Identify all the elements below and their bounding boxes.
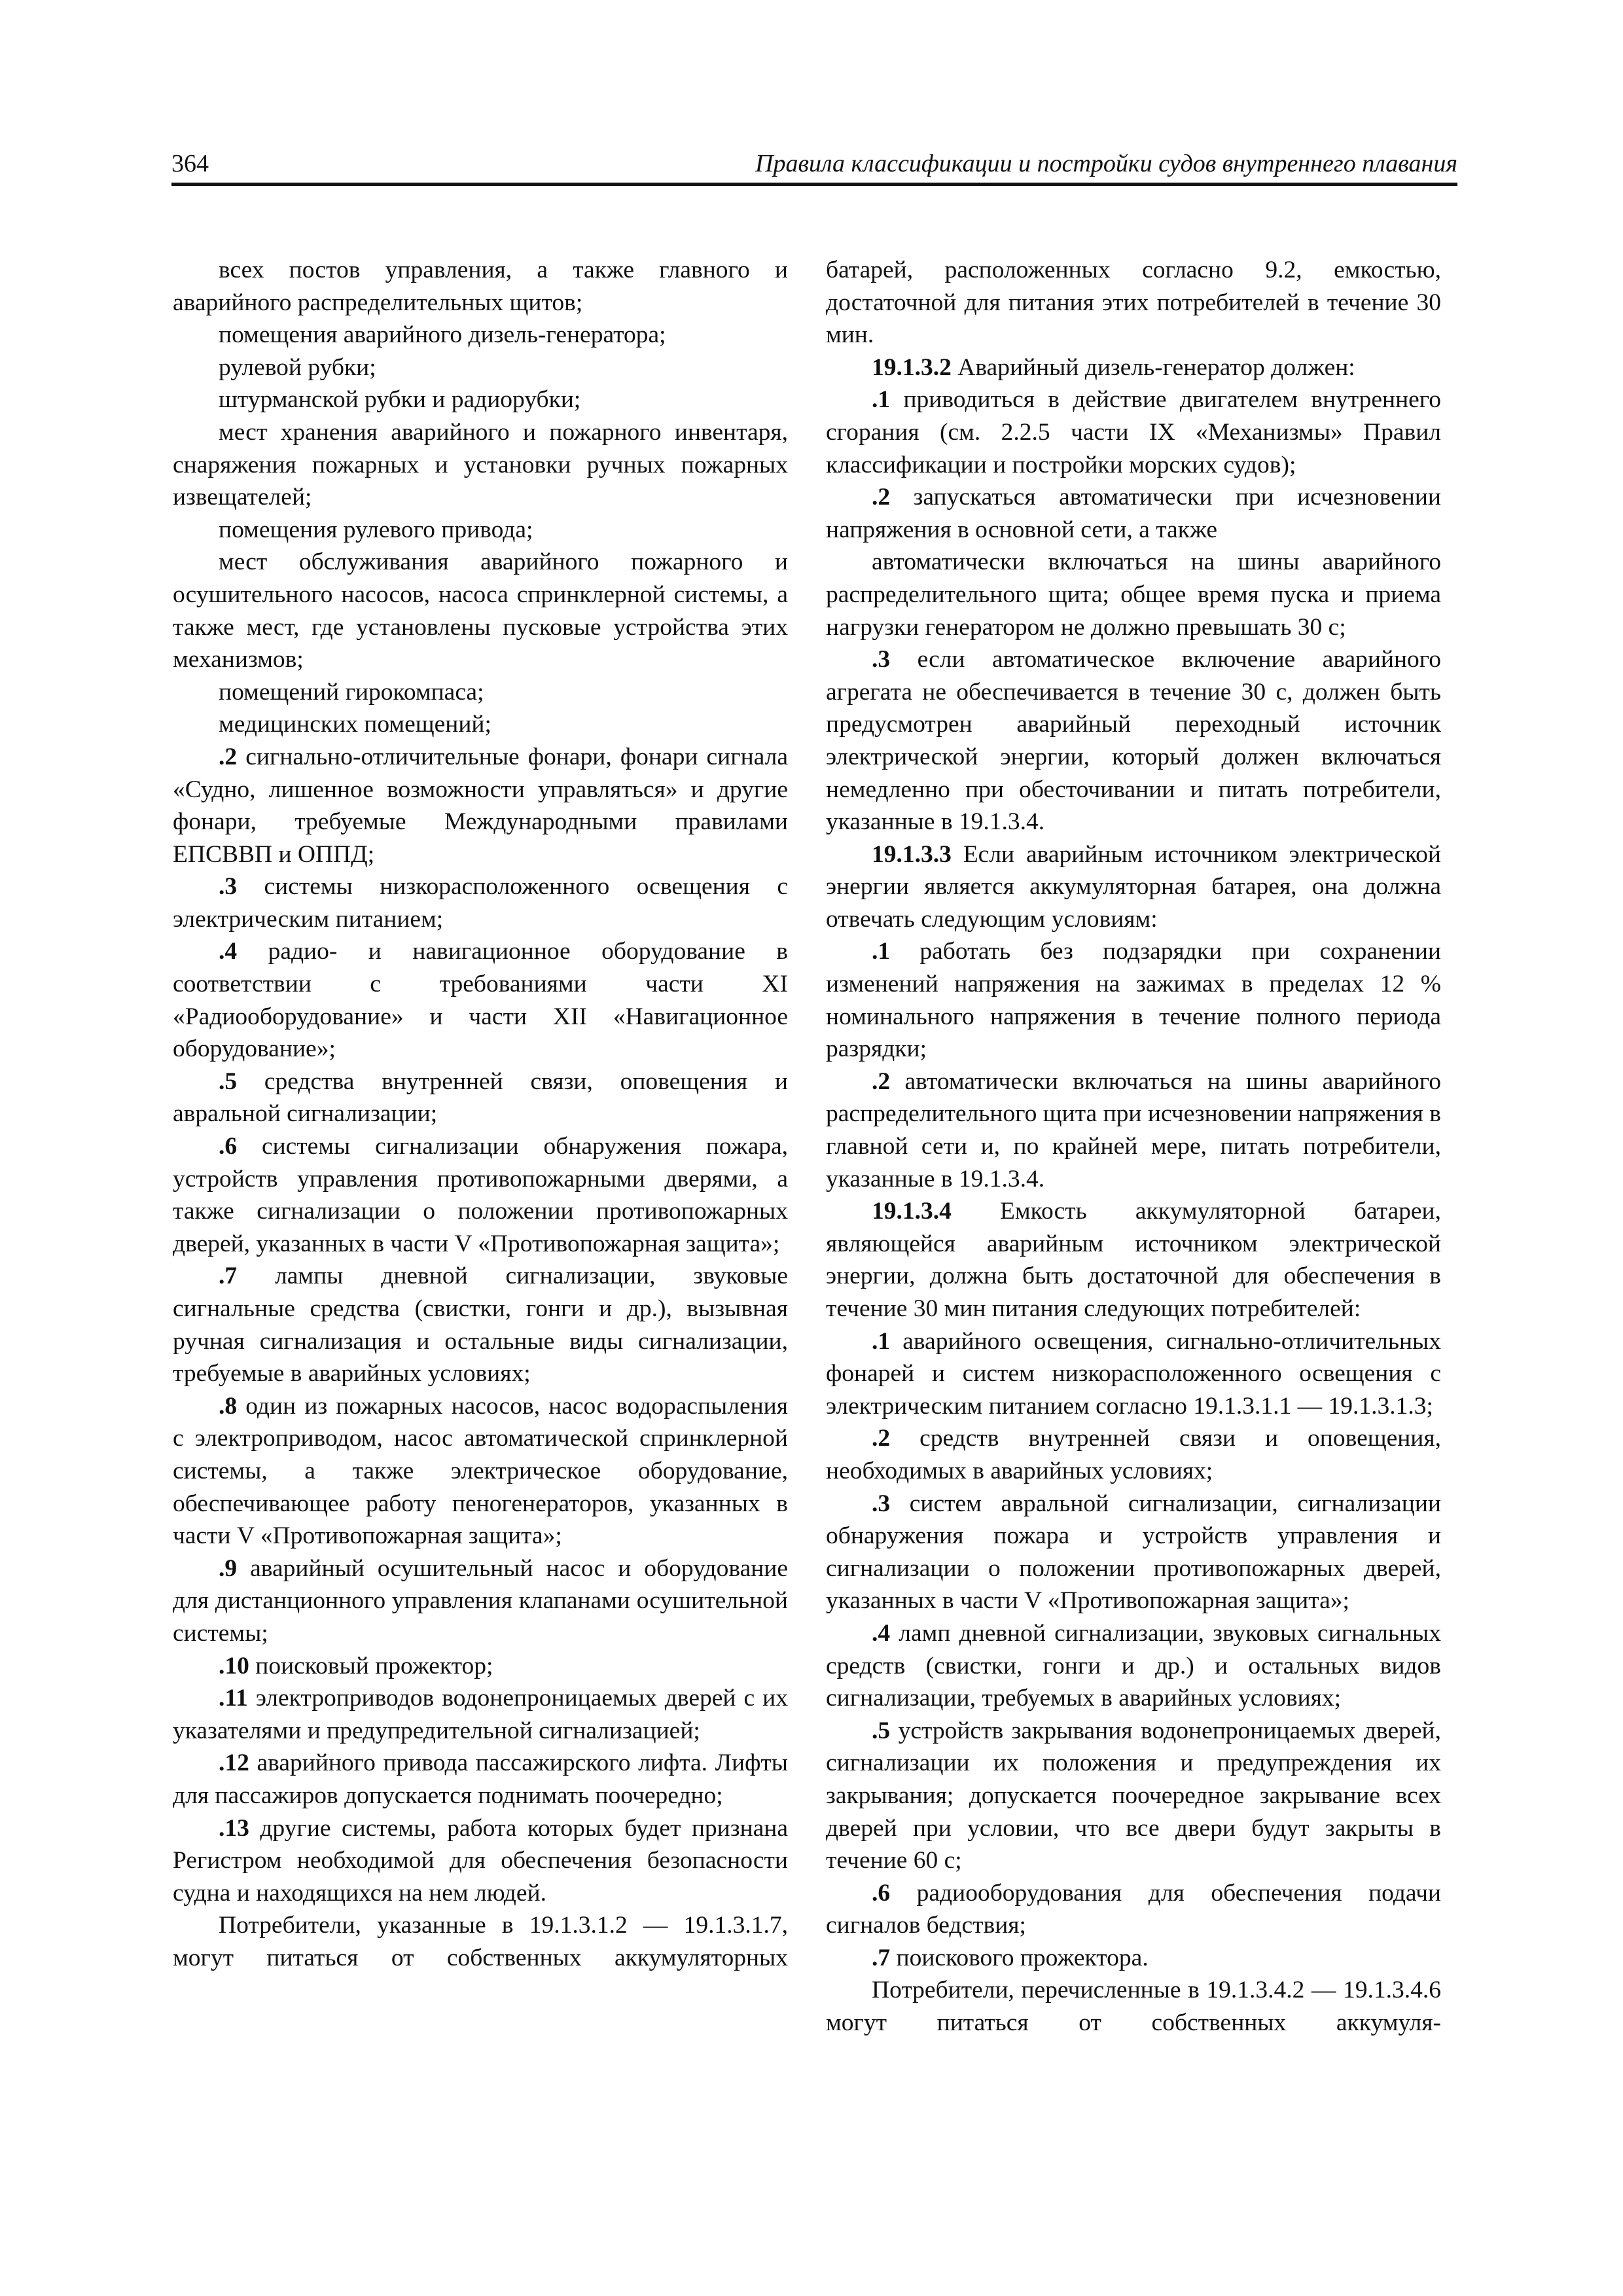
paragraph-text: поисковый прожектор; bbox=[249, 1652, 493, 1679]
item-number: .9 bbox=[219, 1554, 238, 1582]
item-number: .2 bbox=[872, 1067, 891, 1095]
paragraph bbox=[173, 514, 788, 547]
paragraph-text: автоматически включаться на шины аварийного распределительного щита при исчезновении напряжения в главной сети и, по крайней мере, питать потребители, указанные в 19.1.3.4. bbox=[826, 1067, 1441, 1193]
left-column bbox=[173, 254, 788, 1974]
paragraph-text: мест обслуживания аварийного пожарного и осушительного насосов, насоса спринклерной системы, а также мест, где установлены пусковые устройства этих механизмов; bbox=[173, 548, 788, 673]
item-number: .7 bbox=[219, 1263, 238, 1290]
header-rule bbox=[171, 183, 1457, 186]
paragraph-text: помещения аварийного дизель-генератора; bbox=[219, 321, 666, 349]
paragraph-text: один из пожарных насосов, насос водораспыления с электроприводом, насос автоматической спринклерной системы, а также электрическое оборудование, обеспечивающее работу пеногенераторов, указанных в части V «Противопожарная защита»; bbox=[173, 1392, 788, 1550]
paragraph bbox=[826, 1617, 1441, 1715]
paragraph bbox=[173, 1260, 788, 1390]
paragraph-text: Потребители, указанные в 19.1.3.1.2 — 19.1.3.1.7, могут питаться от собственных аккумуляторных bbox=[173, 1912, 788, 1971]
page-number: 364 bbox=[171, 150, 209, 177]
paragraph bbox=[173, 351, 788, 384]
paragraph-text: другие системы, работа которых будет признана Регистром необходимой для обеспечения безопасности судна и находящихся на нем людей. bbox=[173, 1814, 788, 1907]
paragraph bbox=[173, 1909, 788, 1974]
paragraph bbox=[826, 935, 1441, 1065]
paragraph-text: систем авральной сигнализации, сигнализации обнаружения пожара и устройств управления и сигнализации о положении противопожарных дверей, указанных в части V «Противопожарная защита»; bbox=[826, 1490, 1441, 1615]
paragraph-text: запускаться автоматически при исчезновении напряжения в основной сети, а также bbox=[826, 484, 1441, 543]
right-column bbox=[826, 254, 1441, 2039]
paragraph bbox=[826, 351, 1441, 384]
paragraph-text: лампы дневной сигнализации, звуковые сигнальные средства (свистки, гонги и др.), вызывная ручная сигнализация и остальные виды сигнализации, требуемые в аварийных условиях; bbox=[173, 1263, 788, 1388]
item-number: .1 bbox=[872, 1327, 891, 1355]
item-number: .6 bbox=[219, 1133, 238, 1160]
item-number: .5 bbox=[872, 1717, 891, 1744]
paragraph-text: медицинских помещений; bbox=[219, 711, 491, 738]
item-number: .4 bbox=[872, 1619, 891, 1647]
paragraph-text: средства внутренней связи, оповещения и авральной сигнализации; bbox=[173, 1067, 788, 1128]
item-number: .2 bbox=[872, 484, 891, 511]
paragraph bbox=[173, 254, 788, 319]
paragraph bbox=[826, 1942, 1441, 1975]
item-number: .12 bbox=[219, 1749, 249, 1777]
item-number: .4 bbox=[219, 938, 238, 965]
paragraph bbox=[826, 384, 1441, 481]
paragraph-text: ламп дневной сигнализации, звуковых сигнальных средств (свистки, гонги и др.) и остальных видов сигнализации, требуемых в аварийных условиях; bbox=[826, 1619, 1441, 1712]
paragraph bbox=[826, 1877, 1441, 1942]
paragraph bbox=[173, 1682, 788, 1747]
item-number: .2 bbox=[219, 743, 238, 770]
paragraph bbox=[826, 1715, 1441, 1877]
paragraph-text: помещения рулевого привода; bbox=[219, 516, 533, 543]
item-number: .13 bbox=[219, 1814, 249, 1842]
paragraph-text: устройств закрывания водонепроницаемых дверей, сигнализации их положения и предупреждения их закрывания; допускается поочередное закрывание всех дверей при условии, что все двери будут закрыты в течение 60 с; bbox=[826, 1717, 1441, 1874]
item-number: 19.1.3.3 bbox=[872, 840, 952, 868]
paragraph bbox=[173, 1747, 788, 1812]
item-number: .11 bbox=[219, 1685, 248, 1712]
paragraph-text: Емкость аккумуляторной батареи, являющейся аварийным источником электрической энергии, должна быть достаточной для обеспечения в течение 30 мин питания следующих потребителей: bbox=[826, 1198, 1441, 1322]
paragraph-text: помещений гирокомпаса; bbox=[219, 678, 484, 706]
paragraph bbox=[826, 1422, 1441, 1487]
paragraph bbox=[826, 1974, 1441, 2039]
paragraph-text: аварийный осушительный насос и оборудование для дистанционного управления клапанами осушительной системы; bbox=[173, 1554, 788, 1647]
paragraph-text: штурманской рубки и радиорубки; bbox=[219, 386, 581, 414]
paragraph bbox=[173, 1130, 788, 1260]
paragraph bbox=[173, 416, 788, 514]
paragraph bbox=[173, 935, 788, 1065]
paragraph-text: сигнально-отличительные фонари, фонари сигнала «Судно, лишенное возможности управляться» и другие фонари, требуемые Международными правилами ЕПСВВП и ОППД; bbox=[173, 743, 788, 868]
paragraph bbox=[173, 708, 788, 741]
item-number: .1 bbox=[872, 386, 891, 414]
paragraph bbox=[826, 1066, 1441, 1195]
item-number: .10 bbox=[219, 1652, 249, 1679]
paragraph bbox=[173, 546, 788, 675]
paragraph-text: мест хранения аварийного и пожарного инвентаря, снаряжения пожарных и установки ручных пожарных извещателей; bbox=[173, 418, 788, 511]
paragraph bbox=[173, 741, 788, 870]
paragraph bbox=[173, 1552, 788, 1650]
item-number: .7 bbox=[872, 1944, 891, 1971]
paragraph bbox=[826, 481, 1441, 546]
paragraph bbox=[173, 676, 788, 709]
paragraph-text: Если аварийным источником электрической энергии является аккумуляторная батарея, она должна отвечать следующим условиям: bbox=[826, 840, 1441, 933]
paragraph bbox=[826, 643, 1441, 838]
paragraph-text: Аварийный дизель-генератор должен: bbox=[951, 353, 1355, 381]
item-number: .6 bbox=[872, 1879, 891, 1907]
paragraph-text: приводиться в действие двигателем внутреннего сгорания (см. 2.2.5 части IX «Механизмы» Правил классификации и постройки морских судов); bbox=[826, 386, 1441, 478]
paragraph-text: системы сигнализации обнаружения пожара, устройств управления противопожарными дверями, а также сигнализации о положении противопожарных дверей, указанных в части V «Противопожарная защита»; bbox=[173, 1133, 788, 1257]
paragraph-text: средств внутренней связи и оповещения, необходимых в аварийных условиях; bbox=[826, 1425, 1441, 1484]
paragraph-text: системы низкорасположенного освещения с электрическим питанием; bbox=[173, 873, 788, 933]
paragraph bbox=[173, 319, 788, 351]
paragraph-text: радио- и навигационное оборудование в соответствии с требованиями части XI «Радиооборудование» и части XII «Навигационное оборудование»; bbox=[173, 938, 788, 1063]
paragraph bbox=[173, 1066, 788, 1130]
paragraph-text: работать без подзарядки при сохранении изменений напряжения на зажимах в пределах 12 % номинального напряжения в течение полного периода разрядки; bbox=[826, 938, 1441, 1063]
paragraph-text: поискового прожектора. bbox=[890, 1944, 1149, 1971]
paragraph-text: аварийного привода пассажирского лифта. Лифты для пассажиров допускается поднимать поочередно; bbox=[173, 1749, 788, 1809]
item-number: 19.1.3.4 bbox=[872, 1198, 952, 1225]
paragraph-text: всех постов управления, а также главного и аварийного распределительных щитов; bbox=[173, 257, 788, 316]
page-header bbox=[171, 145, 1457, 182]
item-number: .3 bbox=[872, 646, 891, 673]
paragraph bbox=[826, 1195, 1441, 1325]
paragraph bbox=[826, 1488, 1441, 1617]
paragraph-text: радиооборудования для обеспечения подачи сигналов бедствия; bbox=[826, 1879, 1441, 1939]
running-title: Правила классификации и постройки судов внутреннего плавания bbox=[755, 150, 1457, 177]
item-number: .3 bbox=[872, 1490, 891, 1517]
paragraph bbox=[826, 546, 1441, 643]
item-number: .8 bbox=[219, 1392, 238, 1420]
paragraph-text: электроприводов водонепроницаемых дверей с их указателями и предупредительной сигнализацией; bbox=[173, 1685, 788, 1744]
paragraph bbox=[173, 1390, 788, 1552]
paragraph-text: если автоматическое включение аварийного агрегата не обеспечивается в течение 30 с, должен быть предусмотрен аварийный переходный источник электрической энергии, который должен включаться немедленно при обесточивании и питать потребители, указанные в 19.1.3.4. bbox=[826, 646, 1441, 836]
paragraph-text: Потребители, перечисленные в 19.1.3.4.2 — 19.1.3.4.6 могут питаться от собственных аккумуля- bbox=[826, 1977, 1441, 2037]
paragraph bbox=[173, 1812, 788, 1910]
paragraph-text: автоматически включаться на шины аварийного распределительного щита; общее время пуска и приема нагрузки генератором не должно превышать 30 с; bbox=[826, 548, 1441, 641]
paragraph bbox=[173, 870, 788, 935]
item-number: 19.1.3.2 bbox=[872, 353, 952, 381]
paragraph bbox=[826, 254, 1441, 351]
item-number: .1 bbox=[872, 938, 891, 965]
paragraph-text: аварийного освещения, сигнально-отличительных фонарей и систем низкорасположенного освещения с электрическим питанием согласно 19.1.3.1.1 — 19.1.3.1.3; bbox=[826, 1327, 1441, 1420]
paragraph bbox=[826, 1325, 1441, 1423]
paragraph-text: батарей, расположенных согласно 9.2, емкостью, достаточной для питания этих потребителей в течение 30 мин. bbox=[826, 257, 1441, 349]
paragraph-text: рулевой рубки; bbox=[219, 353, 376, 381]
paragraph bbox=[173, 384, 788, 416]
item-number: .2 bbox=[872, 1425, 891, 1452]
item-number: .5 bbox=[219, 1067, 238, 1095]
item-number: .3 bbox=[219, 873, 238, 901]
paragraph bbox=[173, 1650, 788, 1683]
paragraph bbox=[826, 838, 1441, 936]
